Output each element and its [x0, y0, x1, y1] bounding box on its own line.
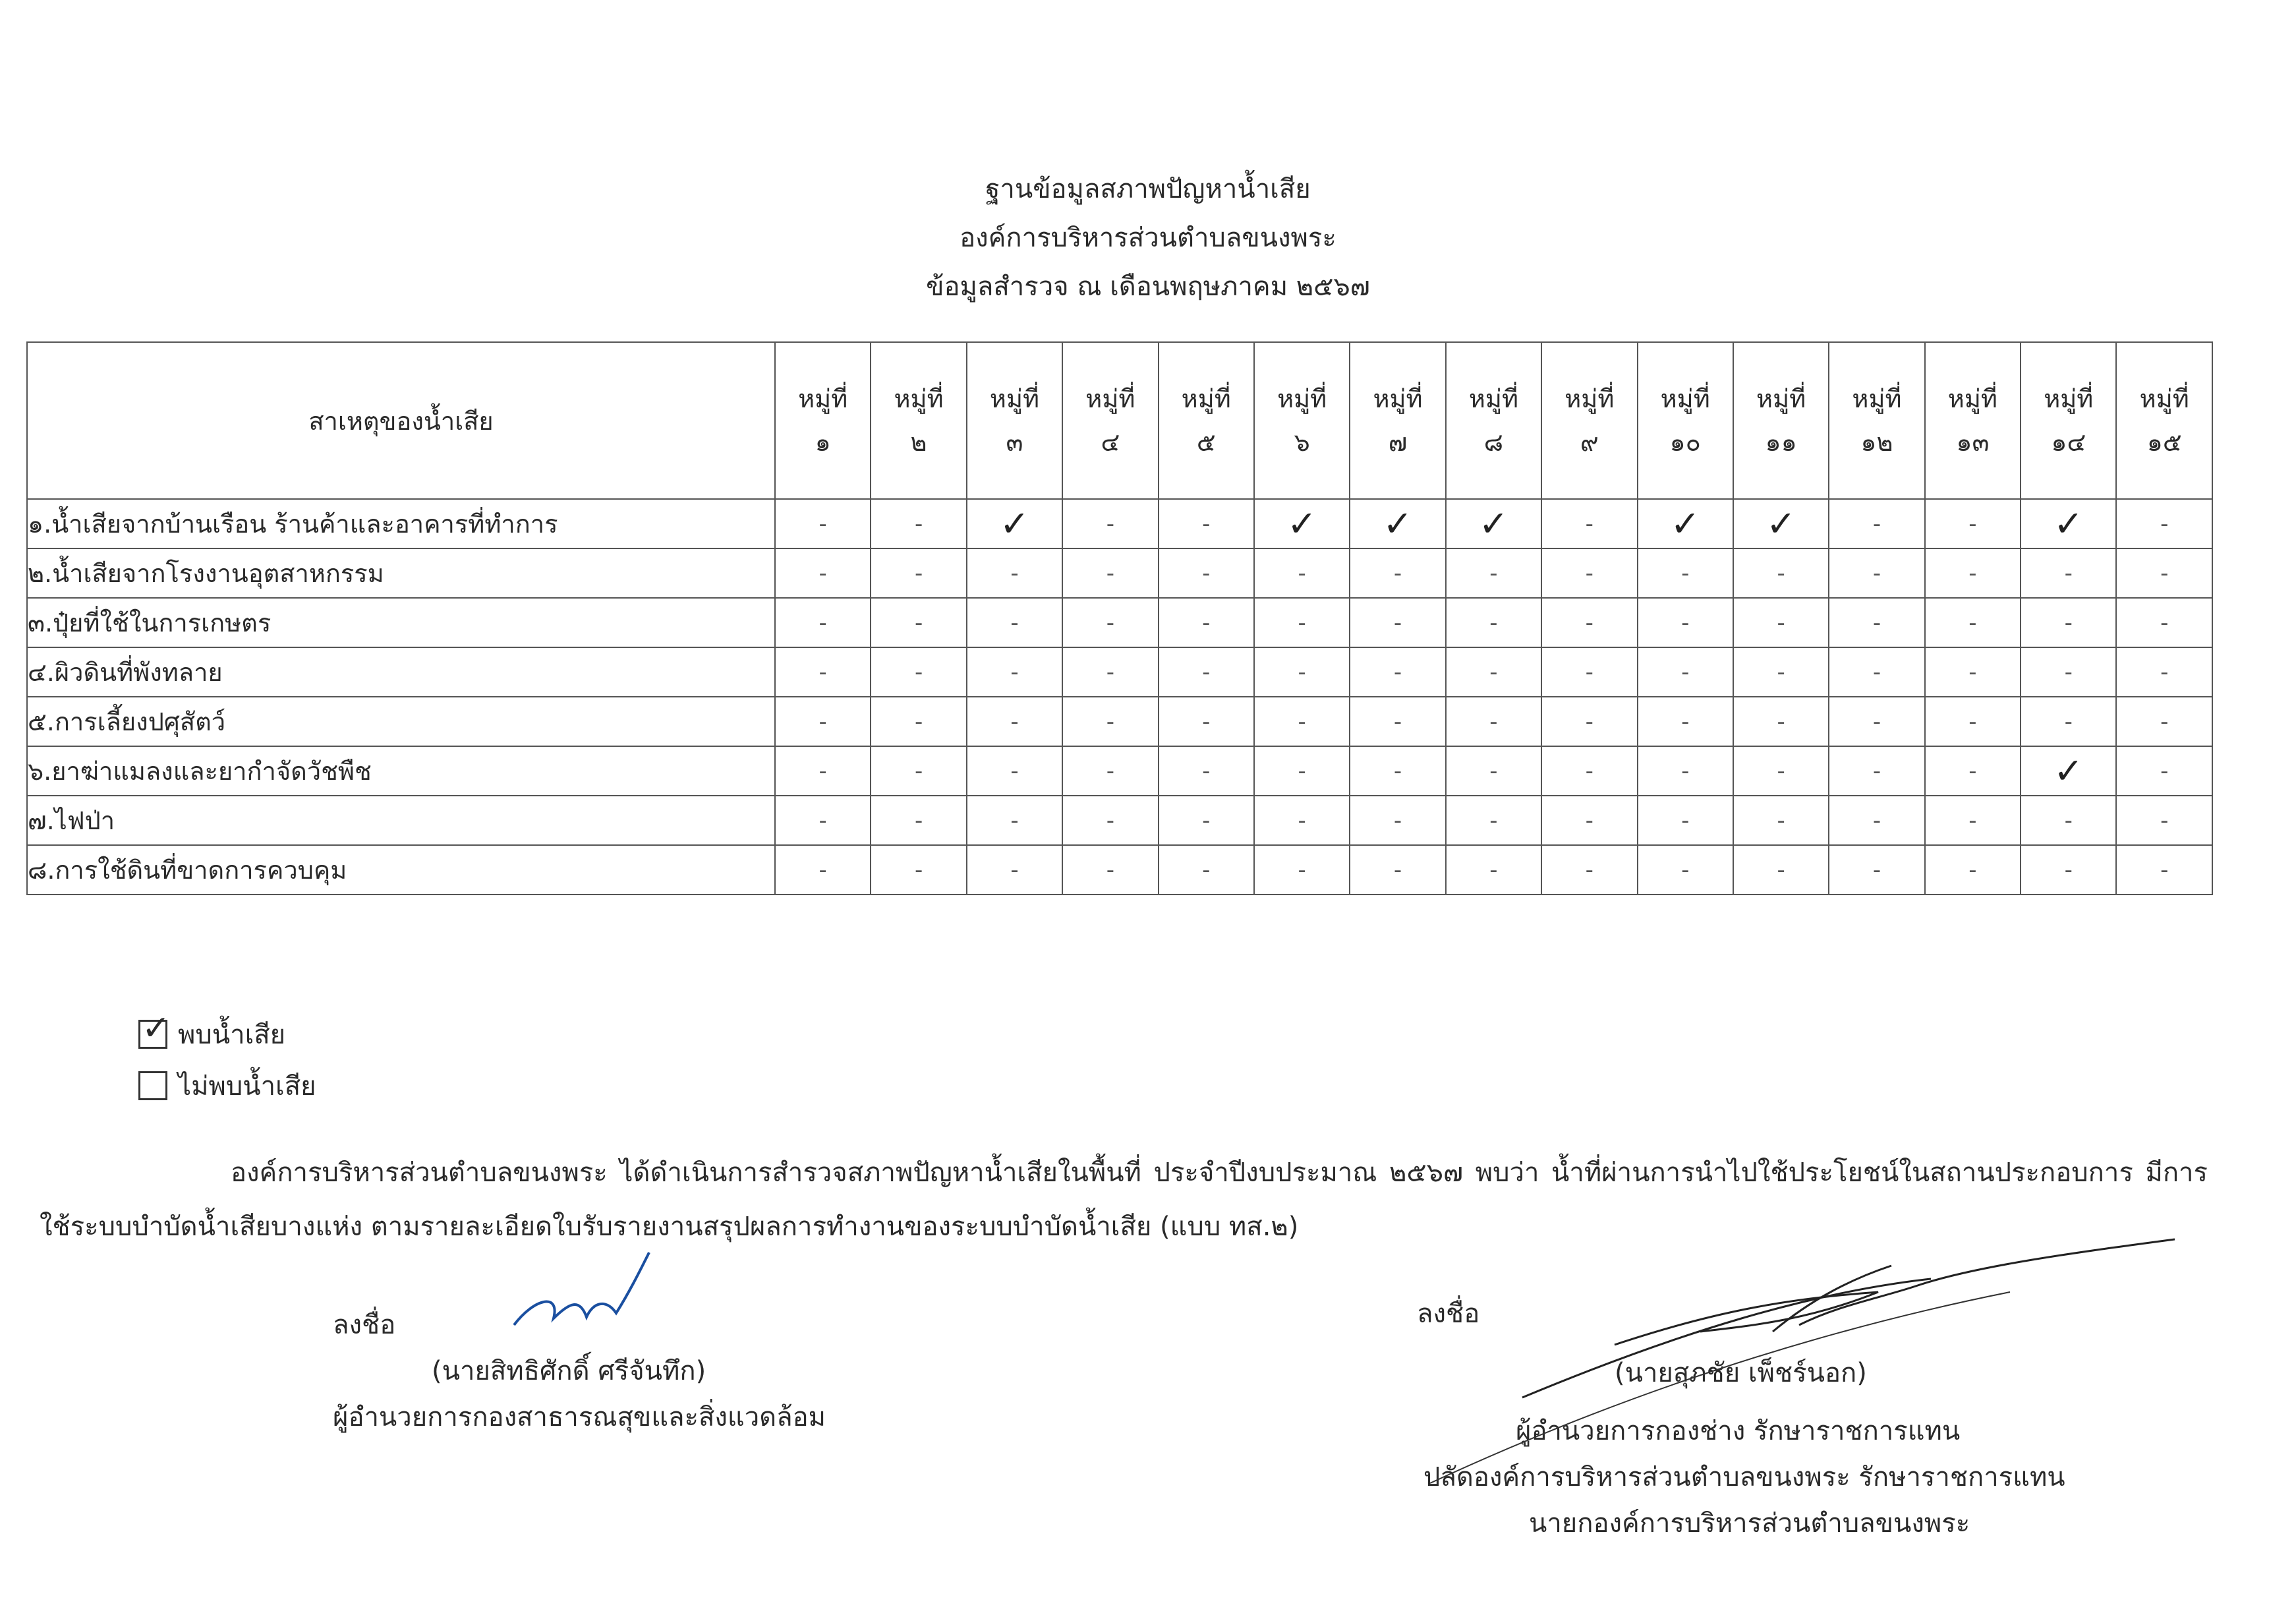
dash-cell: - [1541, 746, 1637, 796]
dash-cell: - [1446, 647, 1541, 697]
dash-cell: - [1541, 697, 1637, 746]
table-row [27, 598, 2212, 647]
dash-cell: - [871, 598, 966, 647]
village-number: ๑๑ [1765, 428, 1797, 457]
dash-cell: - [2116, 697, 2212, 746]
dash-cell: - [1638, 697, 1733, 746]
table-header-row [27, 342, 2212, 499]
village-header [1062, 342, 1158, 499]
dash-cell: - [775, 598, 871, 647]
table-row [27, 647, 2212, 697]
table-body [27, 499, 2212, 895]
cause-label: ๕.การเลี้ยงปศุสัตว์ [27, 697, 775, 746]
found-checkbox[interactable] [138, 1009, 171, 1049]
dash-cell: - [1062, 499, 1158, 548]
dash-cell: - [775, 548, 871, 598]
dash-cell: - [1733, 796, 1829, 845]
dash-cell: - [967, 548, 1062, 598]
table-row [27, 796, 2212, 845]
dash-cell: - [2116, 796, 2212, 845]
wastewater-cause-table [26, 341, 2213, 895]
village-number: ๑ [815, 428, 831, 457]
dash-cell: - [967, 845, 1062, 895]
dash-cell: - [871, 746, 966, 796]
dash-cell: - [1541, 548, 1637, 598]
dash-cell: - [1541, 598, 1637, 647]
dash-cell: - [1159, 845, 1254, 895]
dash-cell: - [967, 647, 1062, 697]
village-label: หมู่ที่ [1085, 384, 1135, 413]
dash-cell: - [1925, 499, 2021, 548]
dash-cell: - [775, 647, 871, 697]
dash-cell: - [1254, 845, 1350, 895]
not-found-checkbox[interactable] [138, 1071, 167, 1100]
dash-cell: - [1254, 548, 1350, 598]
village-header [1925, 342, 2021, 499]
check-mark-cell: ✓ [1350, 499, 1445, 548]
cause-label: ๘.การใช้ดินที่ขาดการควบคุม [27, 845, 775, 895]
dash-cell: - [775, 697, 871, 746]
dash-cell: - [1925, 845, 2021, 895]
dash-cell: - [1541, 796, 1637, 845]
dash-cell: - [1925, 598, 2021, 647]
dash-cell: - [871, 499, 966, 548]
table-row [27, 697, 2212, 746]
village-header [1350, 342, 1445, 499]
dash-cell: - [775, 845, 871, 895]
dash-cell: - [1350, 647, 1445, 697]
village-header [1254, 342, 1350, 499]
dash-cell: - [871, 647, 966, 697]
village-header [1829, 342, 1924, 499]
dash-cell: - [967, 796, 1062, 845]
dash-cell: - [1062, 845, 1158, 895]
dash-cell: - [1062, 796, 1158, 845]
village-number: ๑๕ [2146, 428, 2182, 457]
dash-cell: - [1159, 548, 1254, 598]
dash-cell: - [2021, 647, 2116, 697]
dash-cell: - [1829, 598, 1924, 647]
signer-position: ผู้อำนวยการกองสาธารณสุขและสิ่งแวดล้อม [333, 1402, 826, 1432]
village-label: หมู่ที่ [989, 384, 1040, 413]
village-label: หมู่ที่ [1947, 384, 1997, 413]
dash-cell: - [2021, 697, 2116, 746]
dash-cell: - [1446, 598, 1541, 647]
dash-cell: - [2116, 548, 2212, 598]
dash-cell: - [1254, 647, 1350, 697]
dash-cell: - [1638, 598, 1733, 647]
dash-cell: - [1254, 598, 1350, 647]
signer-position-1: ผู้อำนวยการกองช่าง รักษาราชการแทน [1516, 1416, 1961, 1446]
check-icon: ✓ [142, 1009, 171, 1048]
dash-cell: - [1159, 796, 1254, 845]
dash-cell: - [1733, 845, 1829, 895]
village-number: ๗ [1388, 428, 1408, 457]
village-label: หมู่ที่ [1277, 384, 1327, 413]
village-label: หมู่ที่ [1564, 384, 1615, 413]
dash-cell: - [775, 796, 871, 845]
legend-found-label: พบน้ำเสีย [178, 1020, 286, 1050]
village-header [2116, 342, 2212, 499]
dash-cell: - [1159, 697, 1254, 746]
dash-cell: - [1350, 548, 1445, 598]
dash-cell: - [967, 598, 1062, 647]
dash-cell: - [1062, 548, 1158, 598]
dash-cell: - [1446, 845, 1541, 895]
dash-cell: - [1733, 746, 1829, 796]
dash-cell: - [1638, 845, 1733, 895]
village-header [967, 342, 1062, 499]
dash-cell: - [1829, 548, 1924, 598]
dash-cell: - [2116, 499, 2212, 548]
dash-cell: - [1062, 598, 1158, 647]
village-number: ๓ [1006, 428, 1023, 457]
check-mark-cell: ✓ [1638, 499, 1733, 548]
cause-label: ๗.ไฟป่า [27, 796, 775, 845]
village-number: ๘ [1483, 428, 1504, 457]
table-row [27, 845, 2212, 895]
table-row [27, 548, 2212, 598]
village-number: ๑๒ [1860, 428, 1893, 457]
check-mark-cell: ✓ [1254, 499, 1350, 548]
dash-cell: - [1829, 647, 1924, 697]
dash-cell: - [967, 697, 1062, 746]
village-header [2021, 342, 2116, 499]
dash-cell: - [1159, 598, 1254, 647]
dash-cell: - [1925, 697, 2021, 746]
cause-label: ๒.น้ำเสียจากโรงงานอุตสาหกรรม [27, 548, 775, 598]
dash-cell: - [1733, 647, 1829, 697]
village-header [775, 342, 871, 499]
dash-cell: - [1159, 746, 1254, 796]
cause-label: ๔.ผิวดินที่พังทลาย [27, 647, 775, 697]
dash-cell: - [1159, 499, 1254, 548]
village-label: หมู่ที่ [1756, 384, 1806, 413]
village-header [871, 342, 966, 499]
signer-name: (นายสุภชัย เพ็ชร์นอก) [1615, 1358, 1867, 1388]
dash-cell: - [1541, 647, 1637, 697]
cause-label: ๓.ปุ๋ยที่ใช้ในการเกษตร [27, 598, 775, 647]
dash-cell: - [2116, 845, 2212, 895]
dash-cell: - [1638, 796, 1733, 845]
village-label: หมู่ที่ [2044, 384, 2094, 413]
dash-cell: - [1254, 746, 1350, 796]
village-label: หมู่ที่ [1181, 384, 1231, 413]
dash-cell: - [1638, 746, 1733, 796]
dash-cell: - [1350, 746, 1445, 796]
sign-label: ลงชื่อ [333, 1310, 396, 1340]
signer-position-2: ปลัดองค์การบริหารส่วนตำบลขนงพระ รักษาราชการแทน [1423, 1462, 2065, 1492]
dash-cell: - [1350, 796, 1445, 845]
dash-cell: - [1733, 548, 1829, 598]
legend-not-found [138, 1060, 316, 1111]
dash-cell: - [1062, 647, 1158, 697]
check-mark-cell: ✓ [1733, 499, 1829, 548]
header-survey-date: ข้อมูลสำรวจ ณ เดือนพฤษภาคม ๒๕๖๗ [926, 272, 1370, 302]
dash-cell: - [1925, 548, 2021, 598]
check-mark-cell: ✓ [2021, 746, 2116, 796]
dash-cell: - [1446, 548, 1541, 598]
summary-paragraph [40, 1146, 2208, 1254]
dash-cell: - [1541, 499, 1637, 548]
village-number: ๒ [910, 428, 927, 457]
dash-cell: - [1350, 598, 1445, 647]
dash-cell: - [1733, 598, 1829, 647]
table-row [27, 746, 2212, 796]
signature-left [333, 1302, 826, 1440]
check-mark-cell: ✓ [2021, 499, 2116, 548]
cause-label: ๑.น้ำเสียจากบ้านเรือน ร้านค้าและอาคารที่ทำการ [27, 499, 775, 548]
village-header [1638, 342, 1733, 499]
village-label: หมู่ที่ [894, 384, 944, 413]
dash-cell: - [1350, 845, 1445, 895]
dash-cell: - [2021, 548, 2116, 598]
village-number: ๕ [1196, 428, 1216, 457]
dash-cell: - [1829, 796, 1924, 845]
dash-cell: - [2116, 647, 2212, 697]
dash-cell: - [2116, 598, 2212, 647]
village-number: ๔ [1101, 428, 1120, 457]
dash-cell: - [1446, 746, 1541, 796]
dash-cell: - [775, 746, 871, 796]
dash-cell: - [1541, 845, 1637, 895]
header-title: ฐานข้อมูลสภาพปัญหาน้ำเสีย [985, 174, 1311, 204]
dash-cell: - [1638, 548, 1733, 598]
summary-text: องค์การบริหารส่วนตำบลขนงพระ ได้ดำเนินการสำรวจสภาพปัญหาน้ำเสียในพื้นที่ ประจำปีงบประมาณ ๒๕๖๗ พบว่า น้ำที่ผ่านการนำไปใช้ประโยชน์ในสถานประกอบการ มีการใช้ระบบบำบัดน้ำเสียบางแห่ง ตามรายละเอียดใบรับรายงานสรุปผลการทำงานของระบบบำบัดน้ำเสีย (แบบ ทส.๒) [40, 1158, 2208, 1242]
village-number: ๖ [1294, 428, 1310, 457]
village-header [1446, 342, 1541, 499]
dash-cell: - [967, 746, 1062, 796]
dash-cell: - [2116, 746, 2212, 796]
dash-cell: - [2021, 598, 2116, 647]
dash-cell: - [1638, 647, 1733, 697]
check-mark-cell: ✓ [967, 499, 1062, 548]
cause-label: ๖.ยาฆ่าแมลงและยากำจัดวัชพืช [27, 746, 775, 796]
dash-cell: - [1829, 499, 1924, 548]
village-number: ๑๐ [1669, 428, 1701, 457]
village-label: หมู่ที่ [1468, 384, 1518, 413]
village-header [1159, 342, 1254, 499]
signer-position-3: นายกองค์การบริหารส่วนตำบลขนงพระ [1529, 1508, 1970, 1539]
dash-cell: - [1925, 796, 2021, 845]
dash-cell: - [2021, 796, 2116, 845]
village-label: หมู่ที่ [1852, 384, 1902, 413]
header-organization: องค์การบริหารส่วนตำบลขนงพระ [960, 223, 1336, 253]
dash-cell: - [1829, 746, 1924, 796]
dash-cell: - [1159, 647, 1254, 697]
dash-cell: - [1350, 697, 1445, 746]
village-label: หมู่ที่ [798, 384, 848, 413]
dash-cell: - [1446, 697, 1541, 746]
village-header [1541, 342, 1637, 499]
dash-cell: - [1254, 796, 1350, 845]
dash-cell: - [775, 499, 871, 548]
sign-label: ลงชื่อ [1417, 1299, 1480, 1329]
dash-cell: - [2021, 845, 2116, 895]
dash-cell: - [871, 796, 966, 845]
dash-cell: - [1446, 796, 1541, 845]
check-mark-cell: ✓ [1446, 499, 1541, 548]
dash-cell: - [1829, 697, 1924, 746]
signer-name: (นายสิทธิศักดิ์ ศรีจันทึก) [432, 1356, 706, 1386]
dash-cell: - [1062, 697, 1158, 746]
village-number: ๑๓ [1956, 428, 1990, 457]
village-number: ๑๔ [2051, 428, 2086, 457]
table-row [27, 499, 2212, 548]
village-number: ๙ [1580, 428, 1599, 457]
legend [138, 1009, 316, 1111]
cause-column-header: สาเหตุของน้ำเสีย [27, 342, 775, 499]
village-label: หมู่ที่ [1373, 384, 1423, 413]
dash-cell: - [871, 845, 966, 895]
dash-cell: - [1254, 697, 1350, 746]
dash-cell: - [1733, 697, 1829, 746]
dash-cell: - [1829, 845, 1924, 895]
village-label: หมู่ที่ [2139, 384, 2189, 413]
document-header [0, 165, 2296, 311]
dash-cell: - [871, 548, 966, 598]
dash-cell: - [1062, 746, 1158, 796]
village-header [1733, 342, 1829, 499]
village-label: หมู่ที่ [1660, 384, 1710, 413]
legend-not-found-label: ไม่พบน้ำเสีย [178, 1071, 316, 1102]
signature-right [1417, 1291, 2065, 1546]
dash-cell: - [871, 697, 966, 746]
dash-cell: - [1925, 746, 2021, 796]
dash-cell: - [1925, 647, 2021, 697]
legend-found [138, 1009, 316, 1060]
